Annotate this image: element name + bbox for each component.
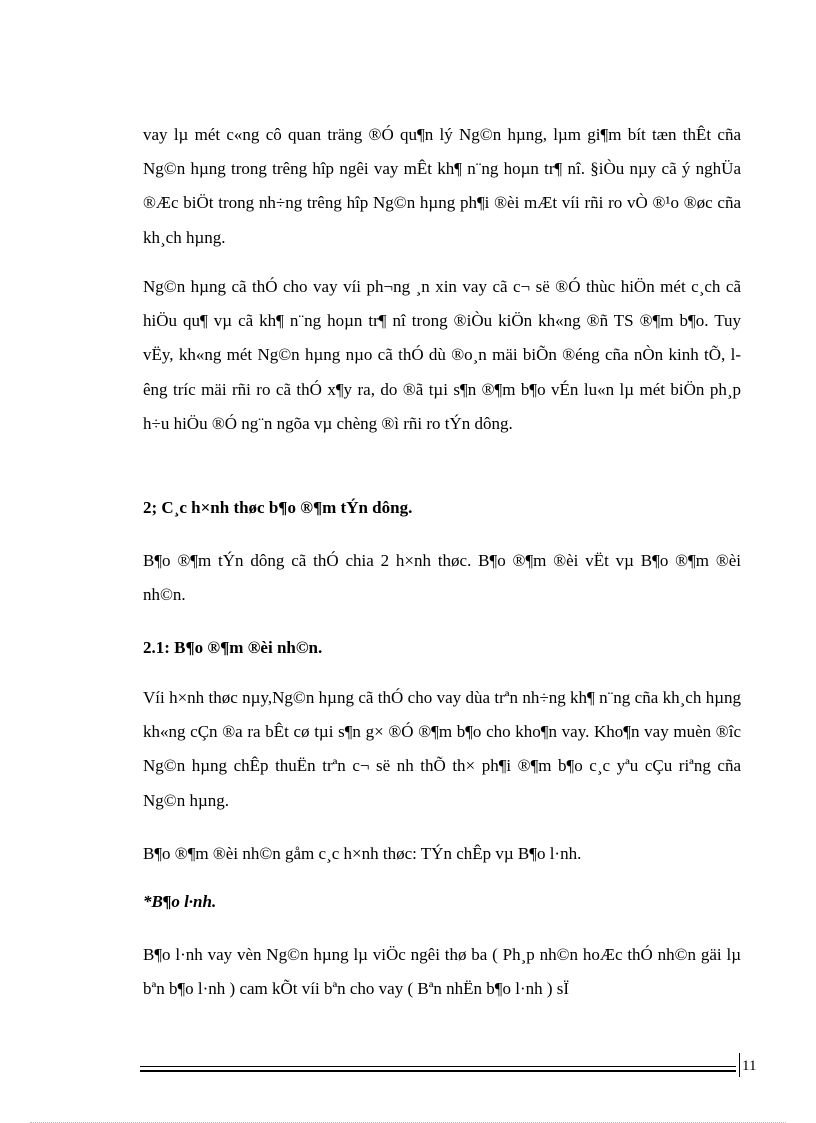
page-number: 11 (742, 1058, 757, 1074)
paragraph-bank-lending-plan: Ng©n hµng cã thÓ cho vay víi ph¬ng ¸n xin vay cã c¬ së ®Ó thùc hiÖn mét c¸ch cã hiÖu qu¶ vµ cã kh¶ n¨ng hoµn tr¶ nî trong ®iÒu kiÖn kh«ng ®ñ TS ®¶m b¶o. Tuy vËy, kh«ng mét Ng©n hµng nµo cã thÓ dù ®o¸n mäi biÕn ®éng cña nÒn kinh tÕ, lêng tríc mäi rñi ro cã thÓ x¶y ra, do ®ã tµi s¶n ®¶m b¶o vÉn lu«n lµ mét biÖn ph¸p h÷u hiÖu ®Ó ng¨n ngõa vµ chèng ®ì rñi ro tÝn dông. (143, 277, 741, 433)
paragraph-personal-security-forms: B¶o ®¶m ®èi nh©n gåm c¸c h×nh thøc: TÝn chÊp vµ B¶o l·nh. (143, 844, 582, 863)
footer-rule (140, 1066, 736, 1072)
heading-credit-security-forms: 2; C¸c h×nh thøc b¶o ®¶m tÝn dông. (143, 498, 413, 517)
paragraph-guarantee-definition: B¶o l·nh vay vèn Ng©n hµng lµ viÖc ngêi thø ba ( Ph¸p nh©n hoÆc thÓ nh©n gäi lµ bªn b¶o l·nh ) cam kÕt víi bªn cho vay ( Bªn nhËn b¶o l·nh ) sÏ (143, 945, 741, 999)
paragraph-personal-security-desc: Víi h×nh thøc nµy,Ng©n hµng cã thÓ cho vay dùa trªn nh÷ng kh¶ n¨ng cña kh¸ch hµng kh«ng cÇn ®a ra bÊt cø tµi s¶n g× ®Ó ®¶m b¶o cho kho¶n vay. Kho¶n vay muèn ®îc Ng©n hµng chÊp thuËn trªn c¬ së nh thÕ th× ph¶i ®¶m b¶o c¸c yªu cÇu riªng cña Ng©n hµng. (143, 688, 741, 810)
heading-guarantee: *B¶o l·nh. (143, 892, 217, 911)
heading-personal-security: 2.1: B¶o ®¶m ®èi nh©n. (143, 638, 323, 657)
paragraph-credit-security-types: B¶o ®¶m tÝn dông cã thÓ chia 2 h×nh thøc. B¶o ®¶m ®èi vËt vµ B¶o ®¶m ®èi nh©n. (143, 551, 741, 605)
page-number-separator (739, 1053, 740, 1077)
paragraph-loan-security-role: vay lµ mét c«ng cô quan träng ®Ó qu¶n lý Ng©n hµng, lµm gi¶m bít tæn thÊt cña Ng©n hµng trong trêng hîp ngêi vay mÊt kh¶ n¨ng hoµn tr¶ nî. §iÒu nµy cã ý nghÜa ®Æc biÖt trong nh÷ng trêng hîp Ng©n hµng ph¶i ®èi mÆt víi rñi ro vÒ ®¹o ®øc cña kh¸ch hµng. (143, 125, 741, 247)
